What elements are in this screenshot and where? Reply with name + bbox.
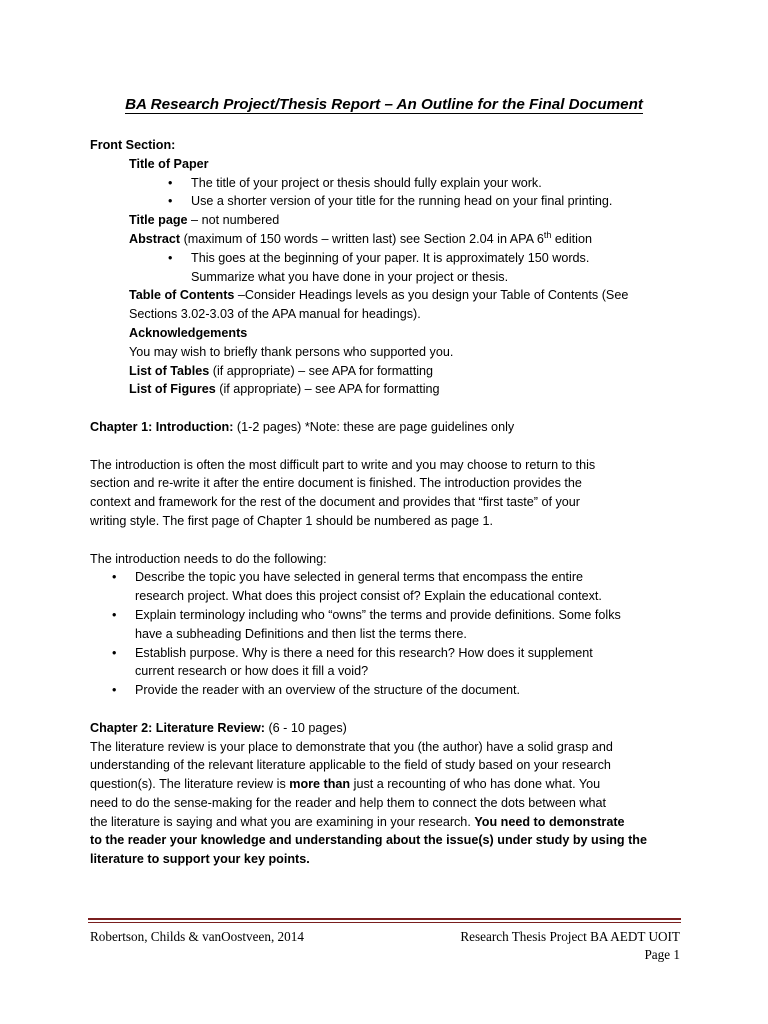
abstract-line: Abstract (maximum of 150 words – written last) see Section 2.04 in APA 6th edition xyxy=(129,229,592,246)
list-item: • Establish purpose. Why is there a need for this research? How does it supplement xyxy=(90,644,690,663)
chapter2-heading: Chapter 2: Literature Review: (6 - 10 pages) xyxy=(90,720,347,735)
list-item-continuation: Summarize what you have done in your project or thesis. xyxy=(191,269,509,284)
paragraph-line: the literature is saying and what you are examining in your research. You need to demonstrate xyxy=(90,814,625,829)
acknowledgements-text: You may wish to briefly thank persons who supported you. xyxy=(129,344,454,359)
paragraph-line: context and framework for the rest of the document and provides that “first taste” of your xyxy=(90,495,580,510)
paragraph-line: writing style. The first page of Chapter 1 should be numbered as page 1. xyxy=(90,513,494,528)
paragraph-line: literature to support your key points. xyxy=(90,852,310,867)
bullet-icon: • xyxy=(168,194,173,209)
front-section-heading: Front Section: xyxy=(90,138,176,152)
bullet-icon: • xyxy=(112,607,117,622)
footer-divider-thin xyxy=(88,922,681,923)
document-body xyxy=(90,136,690,869)
paragraph-line: The literature review is your place to demonstrate that you (the author) have a solid grasp and xyxy=(90,739,613,754)
list-item-continuation: have a subheading Definitions and then list the terms there. xyxy=(135,626,467,641)
page-number: Page 1 xyxy=(644,946,680,962)
paragraph-line: question(s). The literature review is more than just a recounting of who has done what. You xyxy=(90,777,601,792)
paragraph-line: section and re-write it after the entire document is finished. The introduction provides the xyxy=(90,476,582,491)
chapter1-heading: Chapter 1: Introduction: (1-2 pages) *Note: these are page guidelines only xyxy=(90,419,515,434)
title-of-paper-heading: Title of Paper xyxy=(129,156,209,171)
document-title: BA Research Project/Thesis Report – An Outline for the Final Document xyxy=(125,96,643,113)
footer-divider xyxy=(88,918,681,920)
footer-authors: Robertson, Childs & vanOostveen, 2014 xyxy=(90,929,304,944)
list-item: • Explain terminology including who “owns” the terms and provide definitions. Some folks xyxy=(90,606,690,625)
bullet-icon: • xyxy=(168,175,173,190)
paragraph-line: need to do the sense-making for the reader and help them to connect the dots between what xyxy=(90,795,606,810)
bullet-icon: • xyxy=(112,570,117,585)
list-item: • The title of your project or thesis should fully explain your work. xyxy=(90,174,690,193)
toc-line: Table of Contents –Consider Headings levels as you design your Table of Contents (See xyxy=(129,288,629,303)
list-item-continuation: current research or how does it fill a void? xyxy=(135,664,369,679)
title-page-line: Title page – not numbered xyxy=(129,213,280,228)
footer-right xyxy=(460,928,680,963)
acknowledgements-heading: Acknowledgements xyxy=(129,325,248,340)
paragraph-line: The introduction is often the most difficult part to write and you may choose to return to this xyxy=(90,457,596,472)
paragraph-line: understanding of the relevant literature applicable to the field of study based on your research xyxy=(90,758,611,773)
list-item: • Provide the reader with an overview of the structure of the document. xyxy=(90,681,690,700)
list-of-tables-line: List of Tables (if appropriate) – see APA for formatting xyxy=(129,363,434,378)
paragraph-line: to the reader your knowledge and understanding about the issue(s) under study by using the xyxy=(90,833,647,848)
list-item: • This goes at the beginning of your paper. It is approximately 150 words. xyxy=(90,249,690,268)
toc-line-continuation: Sections 3.02-3.03 of the APA manual for headings). xyxy=(129,307,421,322)
list-item-continuation: research project. What does this project consist of? Explain the educational context. xyxy=(135,589,602,604)
bullet-icon: • xyxy=(112,683,117,698)
footer-project: Research Thesis Project BA AEDT UOIT xyxy=(460,929,680,944)
list-item: • Use a shorter version of your title for the running head on your final printing. xyxy=(90,192,690,211)
list-item: • Describe the topic you have selected in general terms that encompass the entire xyxy=(90,568,690,587)
chapter1-needs-line: The introduction needs to do the following: xyxy=(90,551,327,566)
list-of-figures-line: List of Figures (if appropriate) – see APA for formatting xyxy=(129,382,440,397)
bullet-icon: • xyxy=(112,645,117,660)
bullet-icon: • xyxy=(168,250,173,265)
